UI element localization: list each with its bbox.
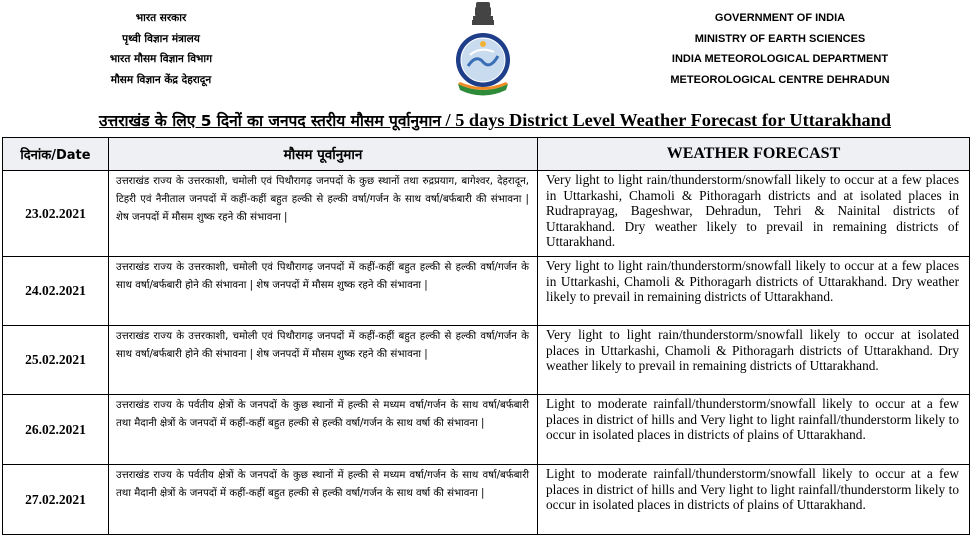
forecast-date: 26.02.2021 (3, 395, 109, 465)
english-header-line: INDIA METEOROLOGICAL DEPARTMENT (671, 53, 889, 65)
hindi-forecast-text: उत्तराखंड राज्य के उत्तरकाशी, चमोली एवं पिथौरागढ़ जनपदों में कहीं-कहीं बहुत हल्की से हल्की वर्षा/गर्जन के साथ वर्षा/बर्फबारी होने की संभावना | शेष जनपदों में मौसम शुष्क रहने की संभावना | (109, 257, 538, 326)
english-header (640, 8, 920, 90)
column-header-date: दिनांक/Date (3, 138, 109, 171)
forecast-date: 25.02.2021 (3, 326, 109, 395)
hindi-header-line: पृथ्वी विज्ञान मंत्रालय (122, 32, 200, 45)
title-separator: / (440, 110, 456, 130)
hindi-header (66, 8, 256, 90)
hindi-header-line: भारत मौसम विज्ञान विभाग (109, 53, 213, 65)
forecast-table (2, 137, 970, 535)
column-header-english-forecast: WEATHER FORECAST (538, 138, 970, 171)
table-row (3, 257, 970, 326)
column-header-hindi-forecast: मौसम पूर्वानुमान (109, 138, 538, 171)
hindi-header-line: मौसम विज्ञान केंद्र देहरादून (110, 73, 212, 86)
imd-emblem-icon (448, 0, 518, 102)
english-forecast-text: Very light to light rain/thunderstorm/snowfall likely to occur at a few places in Uttarkashi, Chamoli & Pithoragarh districts and at isolated places in Rudraprayag, Bageshwar, Dehradun, Tehri & Nainital districts of Uttarakhand. Dry weather likely to prevail in remaining districts of Uttarakhand. (538, 171, 970, 257)
hindi-forecast-text: उत्तराखंड राज्य के उत्तरकाशी, चमोली एवं पिथौरागढ़ जनपदों में कहीं-कहीं बहुत हल्की से हल्की वर्षा/गर्जन के साथ वर्षा/बर्फबारी होने की संभावना | शेष जनपदों में मौसम शुष्क रहने की संभावना | (109, 326, 538, 395)
hindi-forecast-text: उत्तराखंड राज्य के उत्तरकाशी, चमोली एवं पिथौरागढ़ जनपदों के कुछ स्थानों तथा रुद्रप्रयाग, बागेश्वर, देहरादून, टिहरी एवं नैनीताल जनपदों में कहीं-कहीं बहुत हल्की से हल्की वर्षा/गर्जन के साथ वर्षा/बर्फबारी की संभावना | शेष जनपदों में मौसम शुष्क रहने की संभावना | (109, 171, 538, 257)
title-hindi: उत्तराखंड के लिए 5 दिनों का जनपद स्तरीय मौसम पूर्वानुमान (98, 112, 441, 130)
table-row (3, 326, 970, 395)
table-header-row (3, 138, 970, 171)
table-row (3, 465, 970, 535)
english-forecast-text: Very light to light rain/thunderstorm/snowfall likely to occur at a few places in Uttarkashi, Chamoli & Pithoragarh districts of Uttarakhand. Dry weather likely to prevail in remaining districts of Uttarakhand. (538, 257, 970, 326)
english-forecast-text: Very light to light rain/thunderstorm/snowfall likely to occur at isolated places in Uttarkashi, Chamoli & Pithoragarh districts of Uttarakhand. Dry weather likely to prevail in remaining districts of Uttarakhand. (538, 326, 970, 395)
hindi-forecast-text: उत्तराखंड राज्य के पर्वतीय क्षेत्रों के जनपदों के कुछ स्थानों में हल्की से मध्यम वर्षा/गर्जन के साथ वर्षा/बर्फबारी तथा मैदानी क्षेत्रों के जनपदों में कहीं-कहीं बहुत हल्की से हल्की वर्षा/गर्जन के साथ वर्षा की संभावना | (109, 395, 538, 465)
english-header-line: MINISTRY OF EARTH SCIENCES (694, 32, 866, 45)
page-title (0, 109, 970, 131)
hindi-header-line: भारत सरकार (135, 12, 187, 24)
forecast-date: 24.02.2021 (3, 257, 109, 326)
english-header-line: GOVERNMENT OF INDIA (714, 12, 846, 24)
table-row (3, 395, 970, 465)
english-forecast-text: Light to moderate rainfall/thunderstorm/snowfall likely to occur at a few places in district of hills and Very light to light rainfall/thunderstorm likely to occur in isolated places in districts of plains of Uttarakhand. (538, 395, 970, 465)
forecast-date: 27.02.2021 (3, 465, 109, 535)
table-row (3, 171, 970, 257)
english-header-line: METEOROLOGICAL CENTRE DEHRADUN (670, 73, 890, 86)
forecast-date: 23.02.2021 (3, 171, 109, 257)
title-english: 5 days District Level Weather Forecast for Uttarakhand (455, 110, 892, 130)
english-forecast-text: Light to moderate rainfall/thunderstorm/snowfall likely to occur at a few places in district of hills and Very light to light rainfall/thunderstorm likely to occur in isolated places in districts of plains of Uttarakhand. (538, 465, 970, 535)
hindi-forecast-text: उत्तराखंड राज्य के पर्वतीय क्षेत्रों के जनपदों के कुछ स्थानों में हल्की से मध्यम वर्षा/गर्जन के साथ वर्षा/बर्फबारी तथा मैदानी क्षेत्रों के जनपदों में कहीं-कहीं बहुत हल्की से हल्की वर्षा/गर्जन के साथ वर्षा की संभावना | (109, 465, 538, 535)
